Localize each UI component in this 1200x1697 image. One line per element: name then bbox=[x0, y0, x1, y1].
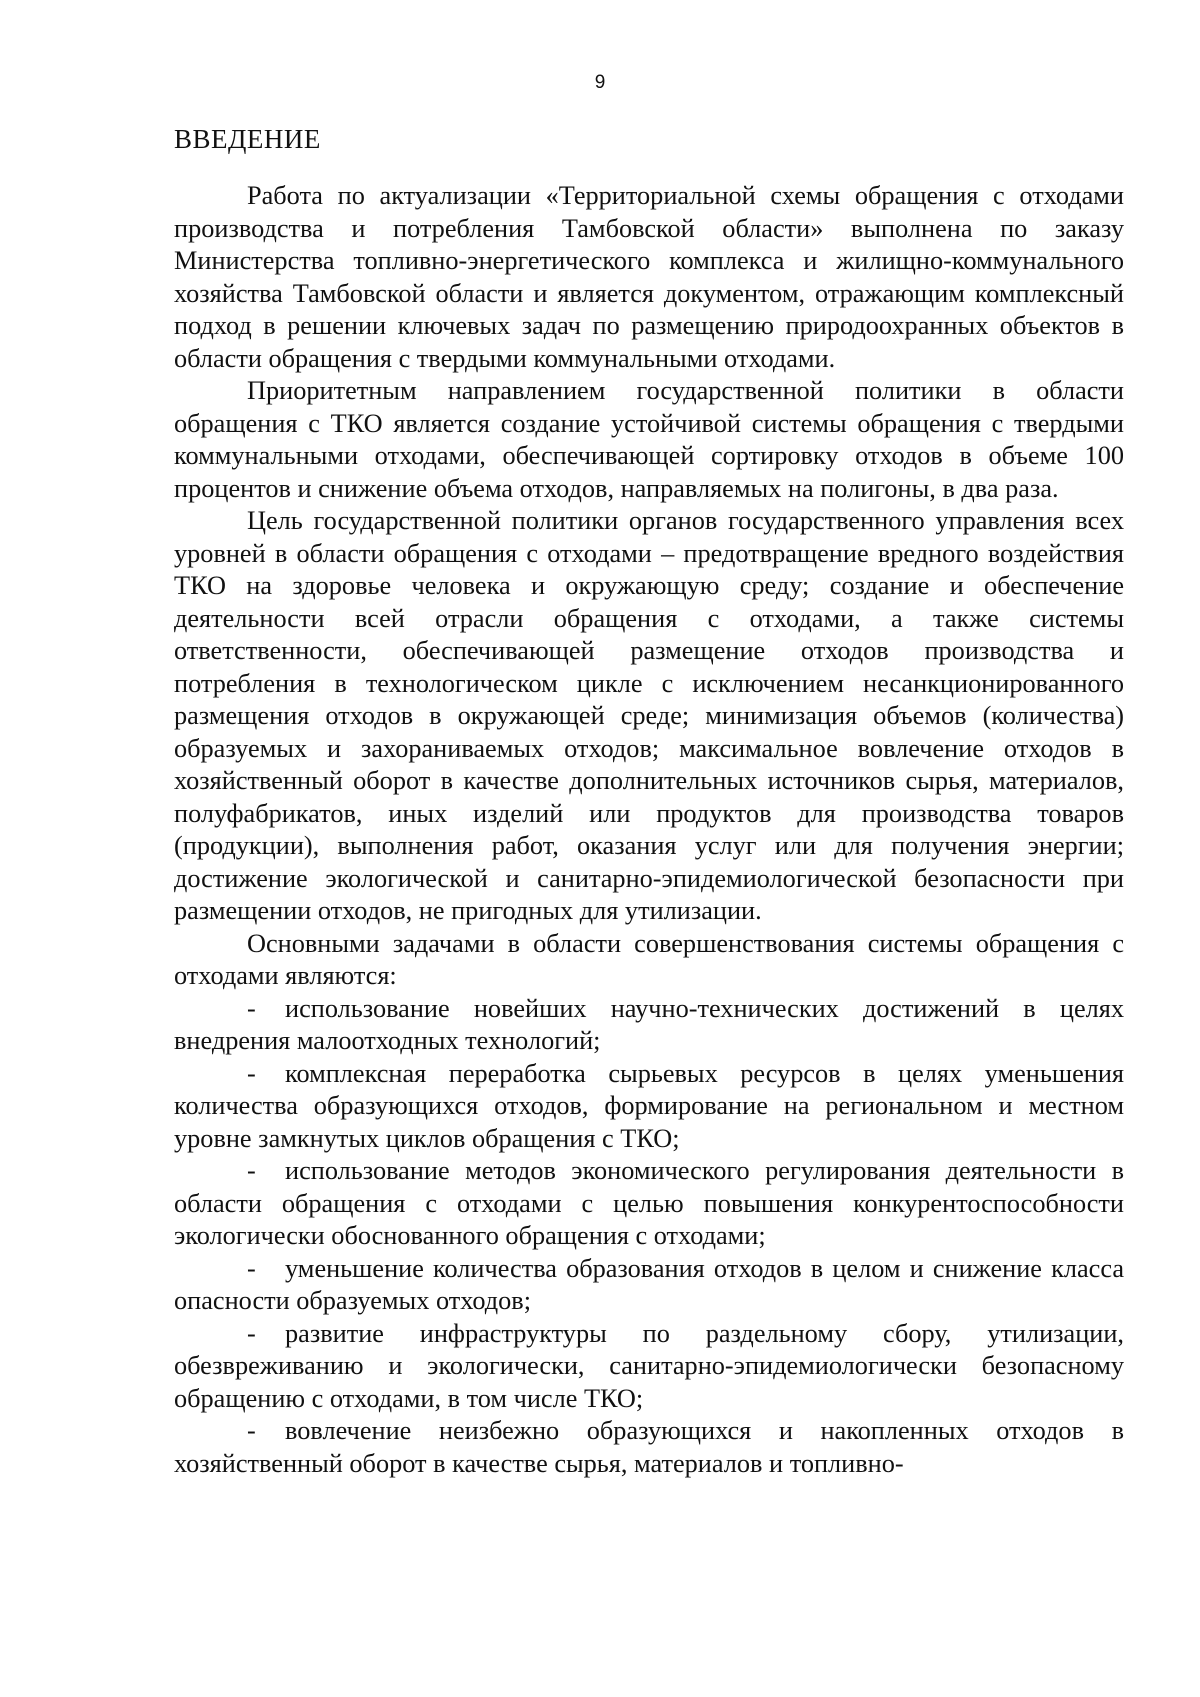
list-item-text: использование методов экономического регулирования деятельности в области обращения с отходами с целью повышения конкурентоспособности экологически обоснованного обращения с отходами; bbox=[174, 1156, 1124, 1250]
list-item-text: уменьшение количества образования отходов в целом и снижение класса опасности образуемых отходов; bbox=[174, 1253, 1124, 1315]
paragraph-intro: Работа по актуализации «Территориальной схемы обращения с отходами производства и потребления Тамбовской области» выполнена по заказу Министерства топливно-энергетического комплекса и жилищно-коммунального хозяйства Тамбовской области и является документом, отражающим комплексный подход в решении ключевых задач по размещению природоохранных объектов в области обращения с твердыми коммунальными отходами. bbox=[174, 181, 1124, 373]
list-item-text: развитие инфраструктуры по раздельному сбору, утилизации, обезвреживанию и экологически, санитарно-эпидемиологически безопасному обращению с отходами, в том числе ТКО; bbox=[174, 1318, 1124, 1413]
list-marker: - bbox=[247, 1253, 256, 1283]
list-marker: - bbox=[247, 1416, 256, 1445]
list-item bbox=[174, 1318, 1124, 1416]
paragraph-goal: Цель государственной политики органов государственного управления всех уровней в области обращения с отходами – предотвращение вредного воздействия ТКО на здоровье человека и окружающую среду; создание и обеспечение деятельности всей отрасли обращения с отходами, а также системы ответственности, обеспечивающей размещение отходов производства и потребления в технологическом цикле с исключением несанкционированного размещения отходов в окружающей среде; минимизация объемов (количества) образуемых и захораниваемых отходов; максимальное вовлечение отходов в хозяйственный оборот в качестве дополнительных источников сырья, материалов, полуфабрикатов, иных изделий или продуктов для производства товаров (продукции), выполнения работ, оказания услуг или для получения энергии; достижение экологической и санитарно-эпидемиологической безопасности при размещении отходов, не пригодных для утилизации. bbox=[174, 506, 1124, 925]
document-body bbox=[174, 180, 1124, 1480]
list-marker: - bbox=[247, 1318, 256, 1348]
page-number: 9 bbox=[594, 72, 606, 93]
list-item bbox=[174, 1415, 1124, 1480]
paragraph-tasks-intro: Основными задачами в области совершенствования системы обращения с отходами являются: bbox=[174, 928, 1124, 990]
list-item-text: использование новейших научно-технических достижений в целях внедрения малоотходных технологий; bbox=[174, 993, 1124, 1055]
list-marker: - bbox=[247, 993, 256, 1023]
list-item bbox=[174, 1155, 1124, 1253]
list-item bbox=[174, 1253, 1124, 1318]
list-marker: - bbox=[247, 1058, 256, 1088]
paragraph-priority: Приоритетным направлением государственной политики в области обращения с ТКО является создание устойчивой системы обращения с твердыми коммунальными отходами, обеспечивающей сортировку отходов в объеме 100 процентов и снижение объема отходов, направляемых на полигоны, в два раза. bbox=[174, 376, 1124, 503]
section-heading: ВВЕДЕНИЕ bbox=[174, 124, 321, 154]
list-item-text: вовлечение неизбежно образующихся и накопленных отходов в хозяйственный оборот в качестве сырья, материалов и топливно- bbox=[174, 1416, 1124, 1478]
list-marker: - bbox=[247, 1156, 256, 1185]
list-item bbox=[174, 1058, 1124, 1156]
list-item-text: комплексная переработка сырьевых ресурсов в целях уменьшения количества образующихся отходов, формирование на региональном и местном уровне замкнутых циклов обращения с ТКО; bbox=[174, 1058, 1124, 1153]
list-item bbox=[174, 993, 1124, 1058]
